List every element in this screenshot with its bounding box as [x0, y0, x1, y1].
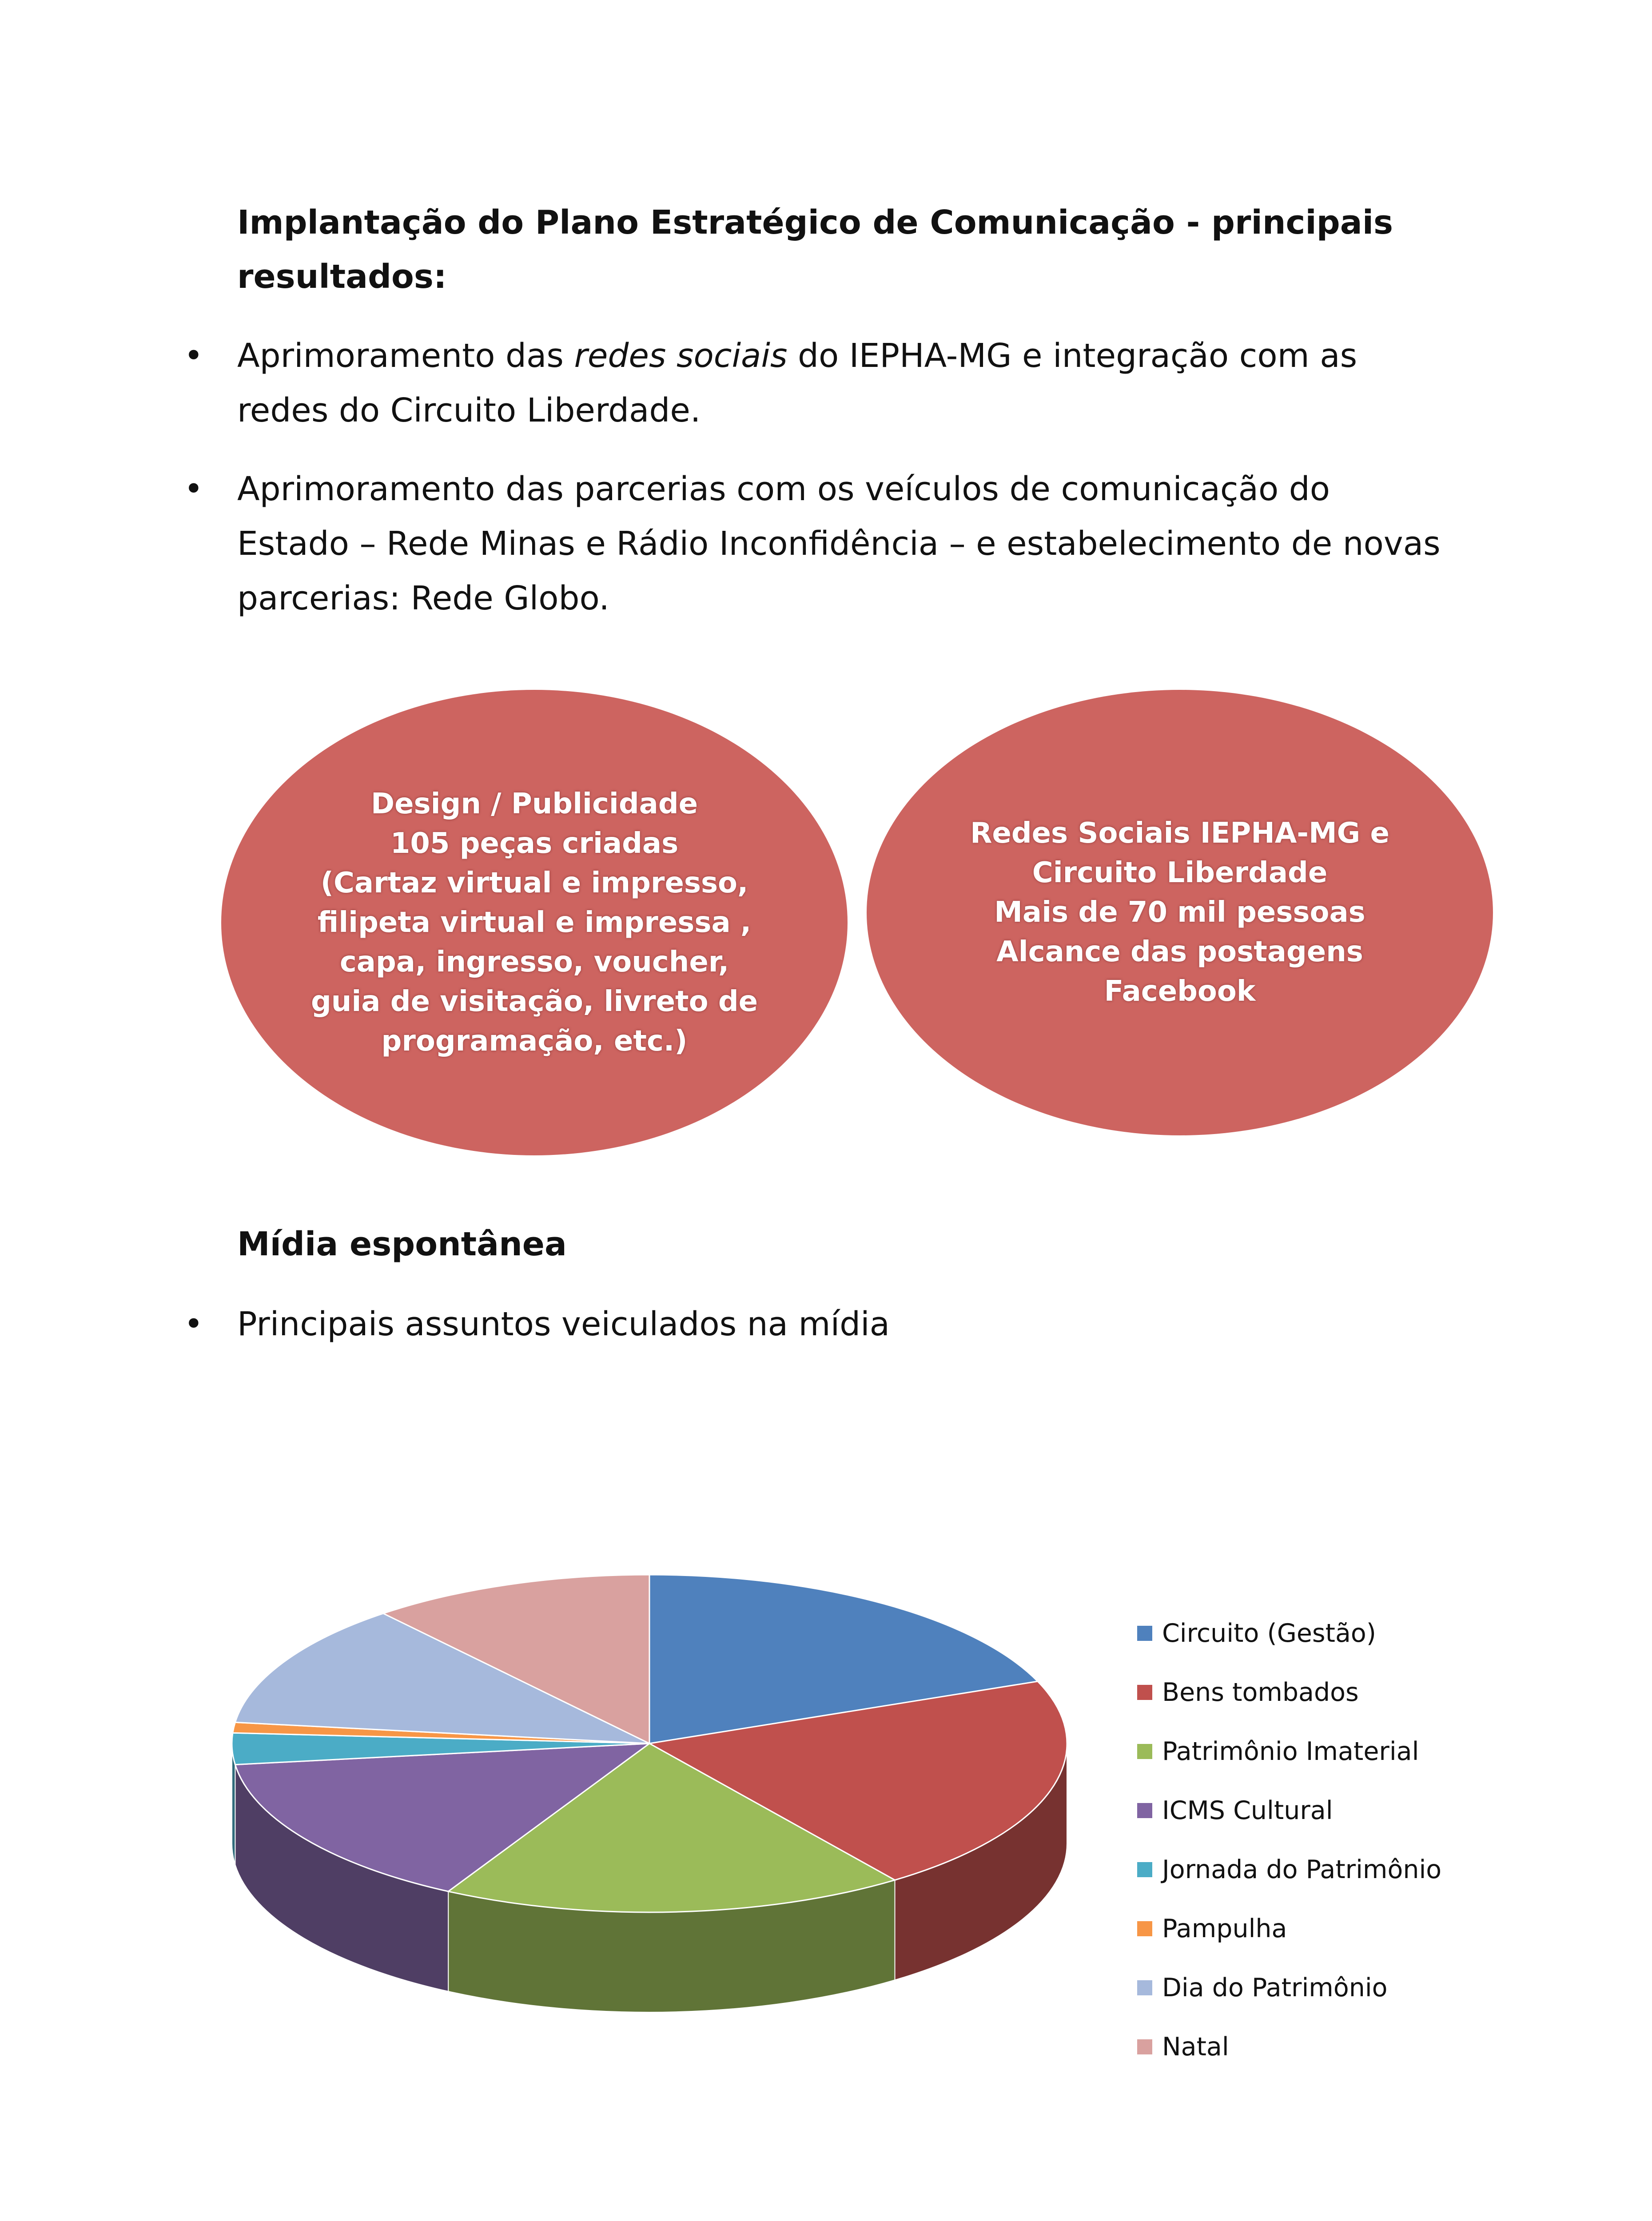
legend-label: Pampulha	[1162, 1914, 1287, 1943]
ellipse-line: Redes Sociais IEPHA-MG e	[970, 817, 1389, 850]
legend-swatch	[1137, 1921, 1152, 1936]
ellipse-line: Mais de 70 mil pessoas	[994, 896, 1365, 929]
legend-swatch	[1137, 1685, 1152, 1700]
legend-entry	[1137, 1663, 1441, 1722]
ellipse-line: Design / Publicidade	[370, 787, 698, 820]
legend-swatch	[1137, 1744, 1152, 1759]
legend-label: Natal	[1162, 2032, 1229, 2062]
pie-slices	[232, 1575, 1067, 1912]
ellipse-line: Facebook	[1104, 975, 1256, 1008]
ellipse-line: (Cartaz virtual e impresso,	[320, 866, 748, 900]
legend-swatch	[1137, 2039, 1152, 2054]
section-heading-results	[237, 195, 1437, 304]
legend-entry	[1137, 1781, 1441, 1840]
legend-label: Bens tombados	[1162, 1677, 1359, 1707]
design-publicity-ellipse	[221, 690, 848, 1155]
bullet-line: parcerias: Rede Globo.	[237, 579, 609, 617]
bullet-line: Estado – Rede Minas e Rádio Inconfidência – e estabelecimento de novas	[237, 525, 1441, 563]
section-heading-spontaneous-media: Mídia espontânea	[237, 1225, 567, 1263]
bullet-emphasis: redes sociais	[574, 337, 788, 375]
legend-entry	[1137, 1899, 1441, 1958]
heading-line-2: resultados:	[237, 258, 447, 296]
ellipse-line: programação, etc.)	[381, 1024, 688, 1058]
bullet-text: Aprimoramento das	[237, 337, 574, 375]
ellipse-line: capa, ingresso, voucher,	[339, 945, 729, 979]
bullet-main-topics: • Principais assuntos veiculados na mídia	[237, 1297, 1503, 1352]
legend-entry	[1137, 1722, 1441, 1781]
legend-swatch	[1137, 1980, 1152, 1995]
bullet-text: do IEPHA-MG e integração com as	[787, 337, 1357, 375]
ellipse-line: filipeta virtual e impressa ,	[317, 906, 752, 939]
bullet-partnerships	[237, 462, 1503, 626]
legend-entry	[1137, 1958, 1441, 2017]
bullet-line: • Aprimoramento das parcerias com os veículos de comunicação do	[237, 470, 1330, 508]
ellipse-line: Alcance das postagens	[996, 935, 1363, 968]
social-networks-ellipse	[867, 690, 1493, 1135]
legend-swatch	[1137, 1626, 1152, 1641]
legend-label: Dia do Patrimônio	[1162, 1973, 1388, 2002]
legend-entry	[1137, 2017, 1441, 2076]
ellipse-line: Circuito Liberdade	[1032, 856, 1328, 889]
legend-swatch	[1137, 1862, 1152, 1877]
bullet-line	[237, 329, 1503, 383]
bullet-line: redes do Circuito Liberdade.	[237, 391, 701, 430]
ellipse-line: 105 peças criadas	[390, 827, 679, 860]
legend-entry	[1137, 1604, 1441, 1663]
legend-label: Circuito (Gestão)	[1162, 1618, 1377, 1648]
legend-label: Jornada do Patrimônio	[1162, 1855, 1442, 1884]
legend-label: Patrimônio Imaterial	[1162, 1736, 1419, 1766]
chart-legend	[1137, 1604, 1441, 2076]
legend-label: ICMS Cultural	[1162, 1795, 1333, 1825]
heading-line-1: Implantação do Plano Estratégico de Comunicação - principais	[237, 203, 1393, 242]
legend-entry	[1137, 1840, 1441, 1899]
ellipse-line: guia de visitação, livreto de	[310, 985, 758, 1018]
legend-swatch	[1137, 1803, 1152, 1818]
bullet-social-networks	[237, 329, 1503, 438]
